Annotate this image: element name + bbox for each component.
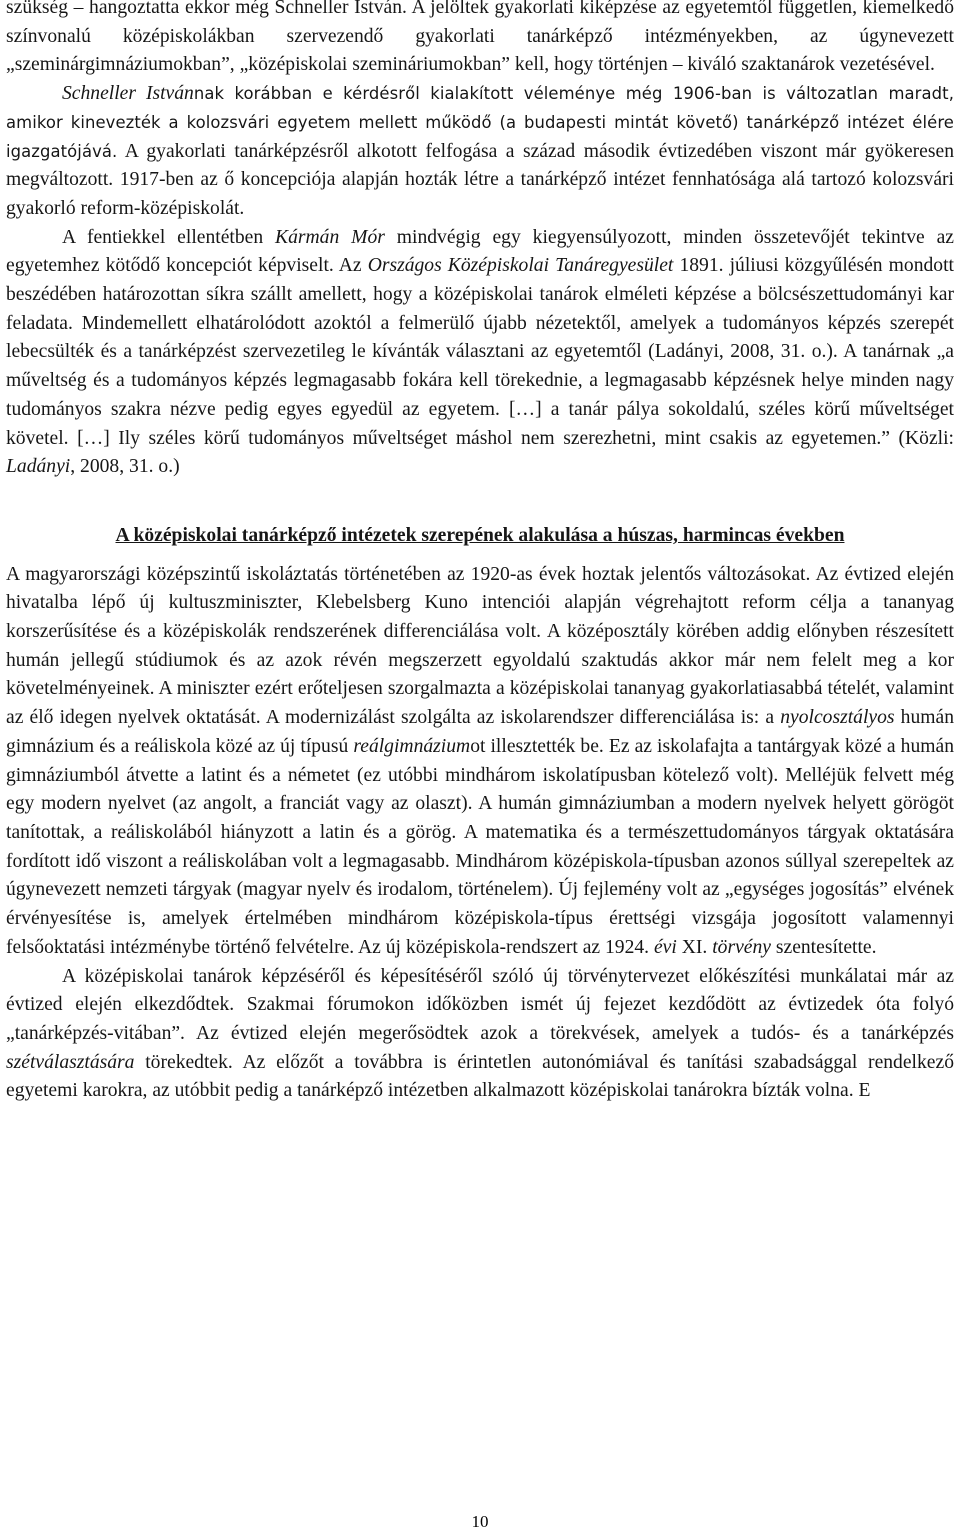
italic-name: Kármán Mór	[275, 226, 385, 248]
paragraph-text: szentesítette.	[770, 936, 877, 958]
paragraph-text: A gyakorlati tanárképzésről alkotott felfogása a század második évtizedében viszont már gyökeresen megváltozott. 1917-ben az ő koncepciója alapján hozták létre a tanárképző intézet fennhatósága alá tartozó kolozsvári gyakorló reform-középiskolát.	[6, 140, 954, 219]
italic-term: szétválasztására	[6, 1051, 135, 1073]
paragraph-text: humán gimnázium és a reáliskola közé az új típusú	[6, 707, 954, 757]
paragraph-schneller-opinion	[6, 0, 954, 80]
italic-citation: Ladányi	[6, 456, 71, 478]
paragraph-text: A fentiekkel ellentétben	[62, 226, 276, 248]
paragraph-text: törekedtek. Az előzőt a továbbra is érintetlen autonómiával és tanítási szabadsággal rendelkező egyetemi karokra, az utóbbit pedig a tanárképző intézetben alkalmazott középiskolai tanárokra bízták volna. E	[6, 1051, 954, 1102]
italic-organization: Országos Középiskolai Tanáregyesület	[367, 255, 674, 277]
paragraph-karman	[6, 224, 954, 482]
paragraph-text: A magyarországi középszintű iskoláztatás történetében az 1920-as évek hoztak jelentős változásokat. Az évtized elején hivatalba lépő új kultuszminiszter, Klebelsberg Kuno intenciói alapján végrehajtott reform célja a tananyag korszerűsítése és a középiskolák rendszerének differenciálása volt. A középosztály körében addig előnyben részesített humán jellegű stúdiumok és az azok révén megszerzett egyoldalú szaktudás akkor már nem felelt meg a kor követelményeinek. A miniszter ezért erőteljesen szorgalmazta a középiskolai tananyag gyakorlatiasabbá tételét, valamint az élő idegen nyelvek oktatását. A modernizálást szolgálta az iskolarendszer differenciálása is: a	[6, 563, 954, 729]
page-number: 10	[471, 1512, 489, 1531]
paragraph-law-draft	[6, 963, 954, 1107]
paragraph-text: ot illesztették be. Ez az iskolafajta a tantárgyak közé a humán gimnáziumból átvette a latint és a németet (ez utóbbi mindhárom iskolatípusban kötelező volt). Melléjük felvett még egy modern nyelvet (az angolt, a franciát vagy az olaszt). A humán gimnáziumban a modern nyelvek helyett görögöt tanítottak, a reáliskolából hiányzott a latin és a görög. A matematika és a természettudományos tárgyak oktatására fordított idő viszont a reáliskolában volt a legmagasabb. Mindhárom középiskola-típusban azonos súllyal szerepeltek az úgynevezett nemzeti tárgyak (magyar nyelv és irodalom, történelem). Új fejlemény volt az „egységes jogosítás” elvének érvényesítése is, amelyek értelmében mindhárom középiskola-típus érettségi vizsgája jogosított valamennyi felsőoktatási intézménybe történő felvételre. Az új középiskola-rendszert az 1924.	[6, 735, 954, 958]
italic-name: Schneller István	[62, 83, 194, 105]
italic-term: törvény	[712, 936, 771, 958]
paragraph-text: szükség – hangoztatta ekkor még Schneller István. A jelöltek gyakorlati kiképzése az egyetemtől független, kiemelkedő színvonalú középiskolákban szervezendő gyakorlati tanárképző intézményekben, az úgynevezett „szeminárgimnáziumokban”, „középiskolai szemináriumokban” kell, hogy történjen – kiváló szaktanárok vezetésével.	[6, 0, 954, 76]
document-page	[6, 0, 954, 1106]
section-heading: A középiskolai tanárképző intézetek szerepének alakulása a húszas, harmincas években	[115, 524, 845, 546]
italic-term: nyolcosztályos	[780, 707, 895, 729]
paragraph-reform	[6, 561, 954, 963]
italic-term: évi	[653, 936, 677, 958]
italic-term: reálgimnázium	[353, 735, 471, 757]
paragraph-schneller-change	[6, 80, 954, 224]
paragraph-text: A középiskolai tanárok képzéséről és képesítéséről szóló új törvénytervezet előkészítési munkálatai már az évtized elején elkezdődtek. Szakmai fórumokon időközben ismét új fejezet kezdődött az évtizedek óta folyó „tanárképzés-vitában”. Az évtized elején megerősödtek azok a törekvések, amelyek a tudós- és a tanárképzés	[6, 965, 954, 1044]
paragraph-text: mindvégig egy kiegyensúlyozott, minden összetevőjét tekintve az egyetemhez kötődő koncepciót képviselt. Az	[6, 226, 954, 277]
paragraph-text: 1891. júliusi közgyűlésén mondott beszédében határozottan síkra szállt amellett, hogy a középiskolai tanárok elméleti képzése a bölcsészettudományi kar feladata. Mindemellett elhatárolódott azoktól a felmerülő újabb nézetektől, amelyek a tudományos képzés szerepét lebecsülték és a tanárképzést szervezetileg le kívánták választani az egyetemtől (Ladányi, 2008, 31. o.). A tanárnak „a műveltség és a tudományos képzés legmagasabb fokára kell törekednie, a legmagasabb képzésnek helye minden nagy tudományos szakra nézve pedig egyes egyedül az egyetem. […] a tanár pálya sokoldalú, széles körű műveltséget követel. […] Ily széles körű tudományos műveltséget máshol nem szerezhetni, mint csakis az egyetemen.” (Közli:	[6, 255, 954, 449]
paragraph-text: XI.	[676, 936, 713, 958]
paragraph-text: , 2008, 31. o.)	[70, 456, 180, 478]
paragraph-text: nak korábban e kérdésről kialakított véleménye még 1906-ban is változatlan maradt, amikor kinevezték a kolozsvári egyetem mellett működő (a budapesti mintát követő) tanárképző intézet élére igazgatójává.	[6, 84, 955, 161]
